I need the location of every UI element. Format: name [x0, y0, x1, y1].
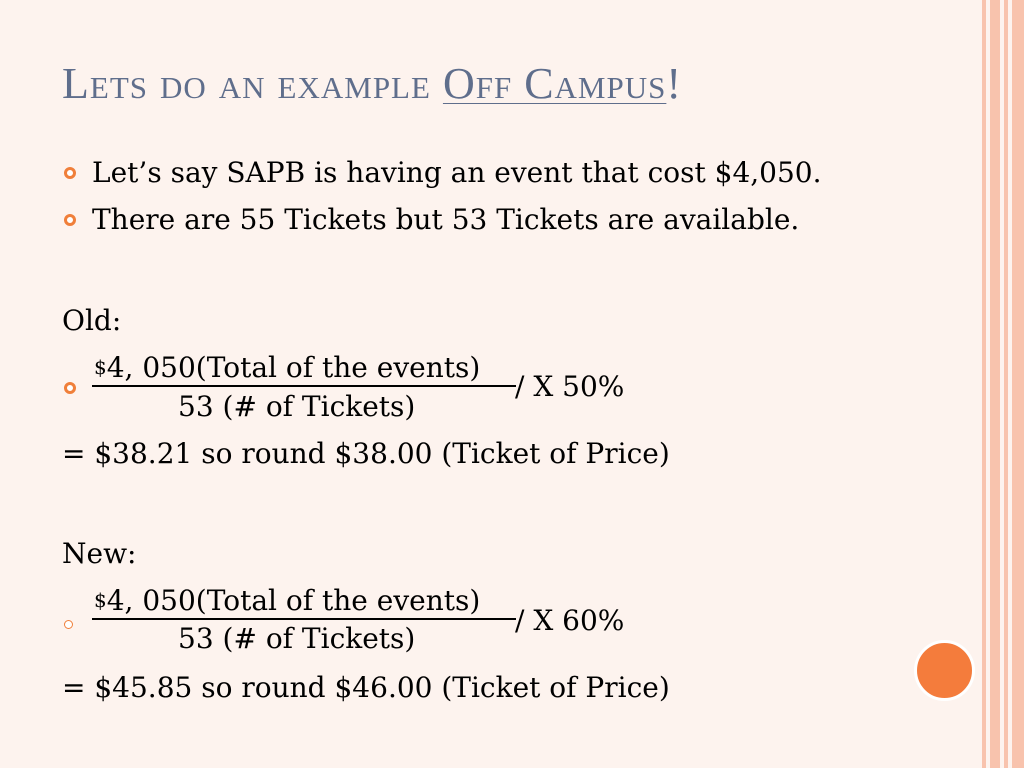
decorative-stripe [982, 0, 986, 768]
slide-title [62, 58, 682, 109]
numerator-text: 4, 050(Total of the events) [106, 584, 481, 617]
decorative-stripe [1012, 0, 1024, 768]
decorative-stripe [1004, 0, 1008, 768]
old-fraction-denominator: 53 (# of Tickets) [178, 390, 416, 423]
bullet-text-tickets: There are 55 Tickets but 53 Tickets are available. [92, 203, 800, 236]
hollow-bullet-icon [64, 620, 73, 629]
title-suffix: ! [666, 59, 683, 108]
old-result: = $38.21 so round $38.00 (Ticket of Price) [62, 437, 670, 470]
new-fraction-numerator [94, 583, 480, 618]
title-link-off-campus[interactable]: Off Campus [442, 59, 667, 108]
old-fraction-numerator [94, 350, 480, 385]
title-prefix: Lets do an example [62, 59, 443, 108]
numerator-text: 4, 050(Total of the events) [106, 351, 481, 384]
bullet-icon [64, 167, 76, 179]
decorative-circle [914, 640, 975, 701]
old-label: Old: [62, 304, 122, 337]
decorative-stripe [990, 0, 1000, 768]
old-multiplier: / X 50% [515, 370, 625, 403]
bullet-text-event-cost: Let’s say SAPB is having an event that cost $4,050. [92, 156, 822, 189]
new-fraction-bar [92, 618, 516, 620]
bullet-icon [64, 382, 76, 394]
new-result: = $45.85 so round $46.00 (Ticket of Price) [62, 671, 670, 704]
bullet-icon [64, 214, 76, 226]
old-fraction-bar [92, 385, 516, 387]
new-label: New: [62, 537, 137, 570]
currency-symbol: $ [94, 588, 107, 612]
new-fraction-denominator: 53 (# of Tickets) [178, 622, 416, 655]
new-multiplier: / X 60% [515, 604, 625, 637]
currency-symbol: $ [94, 355, 107, 379]
